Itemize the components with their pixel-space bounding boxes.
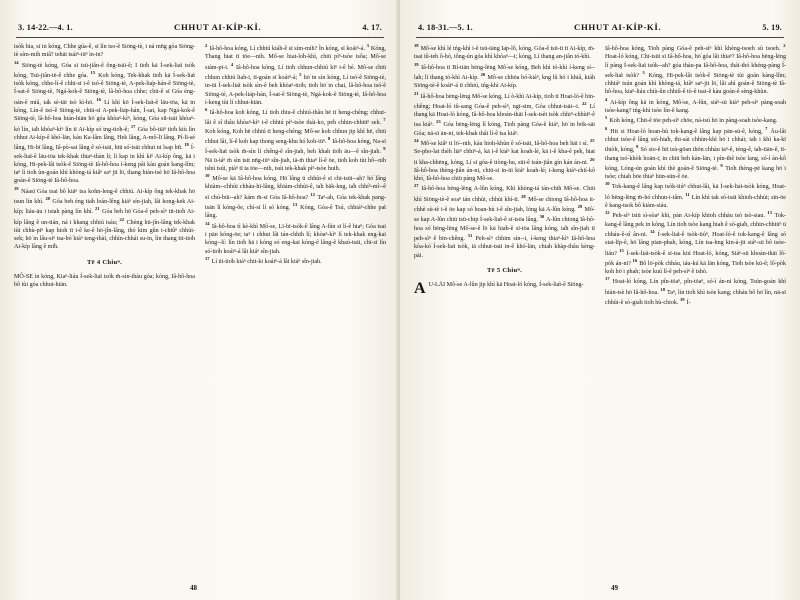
running-head-right <box>414 22 786 34</box>
running-head-right-title: CHHUT AI-KÍP-KÌ. <box>574 22 662 32</box>
running-head-left <box>14 22 386 34</box>
paragraph: $^{12}$ Peh-sìⁿ tsiū sì-sòaⁿ khì, pàn Ai-kíp khioh chhàu tsò tsò-siau. $^{13}$ Tok-kang-ê lâng pek in kóng, Lín tio̍h tsòe kang hiah ê sò͘-gia̍h, chhin-chhiūⁿ ū chháu-ê-sî ân-ni. $^{14}$ Í-sek-lia̍t-ê tsòk-tiúⁿ, Hoat-ló-ê tok-kang-ê lâng só͘ siat-li̍p-ê, hō͘ lâng pian-phah, kóng, Lín tsa-hng kin-á-jit siáⁿ-sū bô tsòe-liáu? $^{15}$ Í-sek-lia̍t-tsòk-ê sī-tsa kiú Hoat-ló, kóng, Siáⁿ-sū khoán-thāi lô͘-pòk án-ni? $^{16}$ Bô lō͘-pòk chháu, iáu-kú kā lān kóng, Tio̍h tsòe kū-ê; lô͘-pòk koh hō͘ i phah; tsòe kuú lí-ê peh-sìⁿ ê tshò. <box>605 210 786 276</box>
running-head-left-ref2: 4. 17. <box>362 23 382 32</box>
paragraph: $^{17}$ Hoat-ló kóng, Lín pîn-tōaⁿ, pîn-tōaⁿ, só͘-í án-ni kóng, Tsún-goán khì hiàn-tsè hō͘ Iâ-hô-hoa. $^{18}$ Taⁿ, lín tio̍h khì tsòe kang; chháu bô hō͘ lín, nā-sī chhùi-ê sò͘-gia̍h tio̍h hù-chiok. $^{19}$ Í- <box>605 276 786 307</box>
paragraph: $^5$ Koh kóng, Chit-ê tōe peh-sìⁿ chōe, ná-tsú hō͘ in pàng-soah tsòe-kang. <box>605 115 778 125</box>
paragraph: $^{18}$ Mô͘-se khì lé tńg-khì i-ê tsū-tāng Ia̍p-lô, kóng, Góa-ê tsū-tī tī Ai-kíp, m̄-tsai iû-teh ô-hó, iông-ún góa khì khòaⁿ—i; kóng, Lí thang an-jiân tó-khì. <box>414 43 595 61</box>
paragraph: Iâ-hô-hoa kóng, Tio̍h pàng Góa-ê peh-sìⁿ khì khèng-tsoeh sù tsoeh. $^2$ Hoat-ló kóng, Chī-tsūi sī Iâ-hô-hoa, hō͘ góa lâi thiaⁿ? Iâ-hô-hoa bēng-lēng lí pàng Í-sek-lia̍t tsòk--ah? góa thàu-pa Iâ-hô-hoa, thái-thó khéng-pàng Í-sek-lia̍t tsòk? $^3$ Kóng, Hi-pek-lâi tsòk-ê Siōng-tè tùi goán kàng-lîm; chhiáⁿ tsún goán khì khòng-iá, kiâⁿ saⁿ-jit lō͘, lâi ahì goán-ê Siōng-tè Iâ-hô-hoa, kiaⁿ-liáu chiù-ûn chhiû-ê tò-ê tsai-ê kàu goán-ê sèng-khùn. <box>605 43 786 96</box>
drop-cap: A <box>414 279 426 297</box>
chapter-opening-paragraph <box>414 279 595 297</box>
header-rule-left <box>16 37 384 38</box>
paragraph: $^{19}$ Náasī Góa tsai bô kiāⁿ tsa kohn-leng-ê chhiú. Ai-kíp ông tek-khak hō͘ tsun lín khì. $^{20}$ Góa beh éng tia̍h loán-lêng kiáⁿ sín-jiah, lâi kong-kek Ai-kíp; liáu-āu i tsiah pàng lín khì. $^{21}$ Góa beh hō͘ Góa-ê peh-sìⁿ tit-tio̍h Ai-kíp lâng ê un-tián, ná i khang chhiú tsáu; $^{22}$ Chèng hū-jîn-lâng tek-khak tùi chhù-piⁿ kap hioh tī i-ê ke-ê hō͘-jîn-lâng, thó kim gûn i-chiûⁿ chhùi-sek; hō͘ in lâu-siⁿ tsa-bó͘ kiáⁿ teng-thài, chhìn-chhái su-in, lín thang tit-tio̍h Ai-kíp lâng ê mi̍h. <box>14 185 195 251</box>
paragraph: $^{21}$ Iâ-hô-hoa bēng-lēng Mô͘-se kóng, Lí ò-khì Ai-kíp, tio̍h tī Hoat-ló-ê bīn-chêng; Hoat-ló tû-sang Góa-ê peh-sìⁿ, ngī-sim, Góa chhut-tsāi--i. $^{22}$ Lí thang kā Hoat-ló kóng, Iâ-hô-hoa khoán-thāi Í-sek-tsèt tsòk chhiⁿ-chhùiⁿ-ê tsa kiáⁿ. $^{23}$ Góa bēng-lēng lí kóng, Tio̍h pàng Góa-ê kiáⁿ, hō͘ in bōk-sāi Góa; nā-sī ān-ni, tek-khak thâi lí-ê tsa kiáⁿ. <box>414 90 595 137</box>
running-head-left-ref: 3. 14-22.—4. 1. <box>18 23 73 32</box>
column-left-2 <box>205 43 386 567</box>
folio-left: 48 <box>190 584 197 592</box>
paragraph: tsòk hia, sī in kóng, Chhe gúa-ê, sī lín tso͘-ê Siōng-tè, i ná mn̄g góa Siōng-tè sím-mih miâ? tehāi tsáiⁿ-iūⁿ ìn-in? <box>14 44 195 59</box>
paragraph: $^{10}$ Mô͘-se kā Iâ-hô-hoa kóng, Hō͘ lâng ū chhùi-ê sī chī-tsūi--ah? hó͘ lâng khiàm--chhùi chhàu-hī-lâng, khiàm-chhùi-ê, ia̍h bāk-kng, ia̍h chhíⁿ-mî--ê sī chú-būi--ah? kám m̄-sī Góa Iâ-hô-hoa? $^{12}$ Taⁿ-ah, Góa tek-khak pang-tsān lí kóng-ôe, chí-sī lí só͘ kóng. $^{13}$ Kóng, Góa-ê Tsú, chhiáⁿ-chhe pa̍t lâng. <box>205 173 386 220</box>
column-right-2 <box>605 43 786 567</box>
running-head-right-ref2: 5. 19. <box>762 23 782 32</box>
chapter-heading-4: Tē 4 Chiuⁿ. <box>86 258 123 266</box>
paragraph: $^{10}$ Tok-kang-ê lâng kap tsòk-tiúⁿ chhut-lâi, kā Í-sek-lia̍t-tsòk kóng, Hoat-ló bēng-lēng m̄-hó chhun-i-tâm. $^{11}$ Lín khì tak só͘-tsāi khioh-chhùi; sīn-ōe ê kang-tsok bô kiám-siáu. <box>605 181 786 210</box>
chapter-opening-text: U-LĀI Mô͘-se A-lûn jip khì kā Hoat-ló kóng, Í-sek-lia̍t-ê Siōng- <box>428 281 584 288</box>
columns-left <box>14 43 386 567</box>
paragraph: $^4$ Ai-kíp ông kā in kóng, Mô͘-se, A-lûn, siáⁿ-sū kiáⁿ peh-sìⁿ pàng-soah tsòe-kang? tńg-khì tsòe lín-ê kang. <box>605 96 786 115</box>
chapter-heading-5: Tē 5 Chiuⁿ. <box>486 266 523 274</box>
page-right <box>400 0 800 600</box>
columns-right <box>414 43 786 567</box>
paragraph: $^{27}$ Iâ-hô-hoa bēng-lēng A-lûn kóng, Khì khòng-iá tán-chih Mô͘-se. Chiū khì Siōng-tè-ê soaⁿ tán chhùi, chhùi khì-tī. $^{28}$ Mô͘-se chiong Iâ-hô-hoa it-chhè sù-tè i-ê ōe kap só͘ hoan-hù i-ê sîn-jiah, lóng kā A-lûn kóng. $^{29}$ Mô͘-se kap A-lûn chiū tsū-chip Í-sek-lia̍t-ê sī-tsōa lâng. $^{30}$ A-lûn chiong Iâ-hô-hoa só͘ bēng-lēng Mô͘-se-ê lō͘ kā hia̍h-ê sī-tōa lâng kóng, ia̍h sîn-jiah tī peh-sìⁿ ê bīn-chêng. $^{31}$ Peh-sìⁿ chhim sìn--i, í-keng thiaⁿ-kìⁿ Iâ-hô-hoa kòa-kò͘ Í-sek-lia̍t tsòk, iā chhut-tsāi in-ê khó͘-lān, chiah khàp-thâu kèng-pài. <box>414 183 595 259</box>
paragraph: $^{14}$ Iâ-hô-hoa tì kè-khì Mô͘-se, Lī-bī-tsòk-ê lâng A-lûn sī lí-ê hiaⁿ; Góa tsai i pān kóng-ōe; taⁿ i chhut lâi tán-chhih lí; khòaⁿ-kìⁿ lí tek-khak eng-kai kóng--lí: lín tio̍h hā i kóng só͘ eng-kai kóng-ê lâng-ê khaú-tsāi, chī-sī lín só͘-tio̍h koáiⁿ-á lâi kiáⁿ sîn-jiah. <box>205 220 386 255</box>
paragraph: $^{19}$ Iâ-hô-hoa tī Bí-tiān bēng-lēng Mô͘-se kóng, Beh khì tó-khì í-keng sí--lah; lí thang tó-khì Ai-kíp. $^{20}$ Mô͘-se chhōa bó͘-kiáⁿ, kng lû hó͘ i khiâ, kiáh Siōng-tè-ê koáiⁿ-á tī chhiú, tńg-khì Ai-kíp. <box>414 61 595 90</box>
folio-right: 49 <box>611 584 618 592</box>
chapter-opening-paragraph: MÔ͘-SE ìn kóng, Kiaⁿ-liáu Í-sek-lia̍t tsòk m̄-sìn-thàu góa; kóng, Iâ-hô-hoa bô tùi góa chhut-hiān. <box>14 273 195 288</box>
column-right-1 <box>414 43 595 567</box>
header-rule-right <box>416 37 784 38</box>
running-head-left-title: CHHUT AI-KÍP-KÌ. <box>174 22 262 32</box>
paragraph: $^6$ Iâ-hô-hoa koh kóng, Lí tio̍h thiu-ê chhiú-thâu hē tī heng-chêng; chhut-lâi ê sî thâu khòaⁿ-kìⁿ i-ê chhiú pìⁿ-tsòe thái-ko, pe̍h chhin-chhiūⁿ seh. $^7$ Koh kóng, Koh hē chhiú tī heng-chêng; Mô͘-se koh chhun jip khì hē, chiū chhut lâi, lí-ê koh kap thong seng-khu hó koh-iūⁿ. $^8$ Iâ-hô-hoa kóng, Na-sī Í-sek-lia̍t tsòk m̄-sìn lí chêng-ê sîn-jiah, beh khah tio̍h āu—ê sîn-jiah. $^9$ Nā ū-iáⁿ m̄ sìn tsit nn̄g-iūⁿ sîn-jiah, iā-m̄ thiaⁿ lí-ê ōe, tio̍h koh tùi hô--nih tshú tsúi, piàⁿ tī ta tōe—nih, tsúi tek-khak pìⁿ-tsòe huih. <box>205 107 386 172</box>
column-left-1 <box>14 43 195 567</box>
paragraph: $^{24}$ Mô͘-se kiâⁿ ti lō͘--nih, kàu hioh-khùn ê só͘-tsāi, Iâ-hô-hoa beh hāi i sí. $^{25}$ Se-pho-lat thèh liāⁿ chhiⁿ-á, kā i-ê kiáⁿ kat koah-lé, kā i-ê kha-ê pe̍k, hiat ti kha-chhēng, kóng, Lí sī góa-ê tiòng-hu, sūi-ê tsán-jiân gín kán án-ni. $^{26}$ Iâ-hô-hoa thèng-jiân án-ni, chiū-sī in-ūi kiáⁿ koah-lé; i-keng kiáⁿ-chií-kô khó͘, Iâ-hô-hoa chiū pàng Mô͘-se. <box>414 138 595 183</box>
paragraph: $^{14}$ Siōng-tè kóng, Góa sī tsū-jiân-ê ông-tsāi-ê; I tio̍h kā Í-sek-lia̍t tsòk kóng, Tsū-jiân-tē-ê chhe góa. $^{15}$ Koh kóng, Tek-khak tio̍h kā Í-sek-lia̍t tsòk kóng, chhe-lí-ê chhī-sī i-ê tsó͘-ê Siōng-tè, A-pek-lia̍p-hán-ê Siōng-tè, Í-sat-ê Siōng-tè, Ngá-kok-ê Siōng-tè, lâ-hô-hoa chhe; chit-ê sī Góa éng-oán-ê miâ, ta̍k sè-tāi tsò kì-hō. $^{16}$ Lí khì kō Í-sek-lia̍t-ê lāu-tōa, kā in kóng, Lín-ê tsó͘-ê Siōng-tè, chiū-sī A-pek-lia̍p-hán, Í-sat, kap Ngá-kok-ê Siōng-tè, lâ-hô-hoa hián-hiān hō͘ góa khòaⁿ-kìⁿ, kóng, Góa si̍t-tsāi khòaⁿ-kò͘ lín, ia̍h khòaⁿ-kìⁿ lín tī Ai-kíp só͘ tng-tio̍h-ê; $^{17}$ Góa bô-tiāⁿ tio̍h kiù lín chhut Ai-kíp-ê khó͘-lān, kàu Ka-lâm lâng, Hek lâng, A-mô͘-lī lâng, Pí-lī-sé lâng, Hi-bī lâng, Iâ-pò͘-sai lâng ê só͘-tsāi, hiū só͘-tsāi chhut ni lsap bi̍t. $^{18}$ Í-sek-lia̍t-ê lāu-tōa tek-khak thiaⁿ-thàn lí; lí kap in khì kìⁿ Ai-kíp ông, kā i kóng, Hi-pek-lâi tsòk-ê Siōng-tè Iâ-hô-hoa í-keng pâi kàu goán kang-lím; taⁿ lí tio̍h ùn-goán khì khòng-iá kiâⁿ saⁿ jit lō͘, thang hiàn-tsè hō͘ Iâ-hô-hoa goán-ê Siōng-tè Iâ-hô-hoa. <box>14 59 195 185</box>
running-head-right-ref: 4. 18-31.—5. 1. <box>418 23 473 32</box>
paragraph: $^2$ Iâ-hô-hoa kóng, Lí chhiú kiáh-ê sī sím-mih? Ìn kóng, sī koáiⁿ-á. $^3$ Kóng, Thang hiat tī tōe—nih. Mô͘-se hiat-lo̍h-khì, chiū pìⁿ-tsòe tsôa; Mô͘-se siám-pī-i. $^4$ Iâ-hô-hoa kóng, Lí tio̍h chhun-chhiú kīⁿ i-ê bé. Mô͘-se chiū chhun chhiú liah-i, tī-goán sī koáiⁿ-á; $^5$ hō͘ in sìn kóng, Lí tsó͘-ê Siōng-tè, in-ūi Í-sek-lia̍t tsòk sìn-ê beh khòaⁿ-tio̍h; tio̍h hō͘ in chai, lâ-hô-hoa tsó͘-ê Siōng-tè, A-pek-lia̍p-hán, Í-sat-ê Siōng-tè, Ngá-kok-ê Siōng-tè, Iâ-hô-hoa í-keng tùi lí chhut-hiān. <box>205 43 386 106</box>
paragraph: $^6$ Hit si Hoat-ló hoan-hù tok-kang-ê lâng kap pān-sū-ê, kóng, $^7$ Āu-lâi chhut tsòe-ê lâng sió-hia̍h, thi-sái chhùn-khì hō͘ i chhái; ia̍h i khì ka-kī thiòh, kóng, $^8$ Só͘ sio-ê hit tsù-gōan thōn chhàu taⁿ-ê, téng-ê, ia̍h-tiān-ê, tī-thang tsó͘-khòk hoān-i; in chiū beh kàn-lān, i pìn-thê tsòe lang, só͘-í án-kô kóng, Lóng-ún goán khì thè goán-ê Siōng-tè. $^9$ Tio̍h thèng-pē kang hō͘ i tsòe; chiah bōe thiaⁿ hūn-sūn-ê ōe. <box>605 125 786 181</box>
paragraph: $^{17}$ Lí ūi-tio̍h kiáⁿ chit-ki koáiⁿ-á lâi kiáⁿ sîn-jiah. <box>205 255 322 265</box>
